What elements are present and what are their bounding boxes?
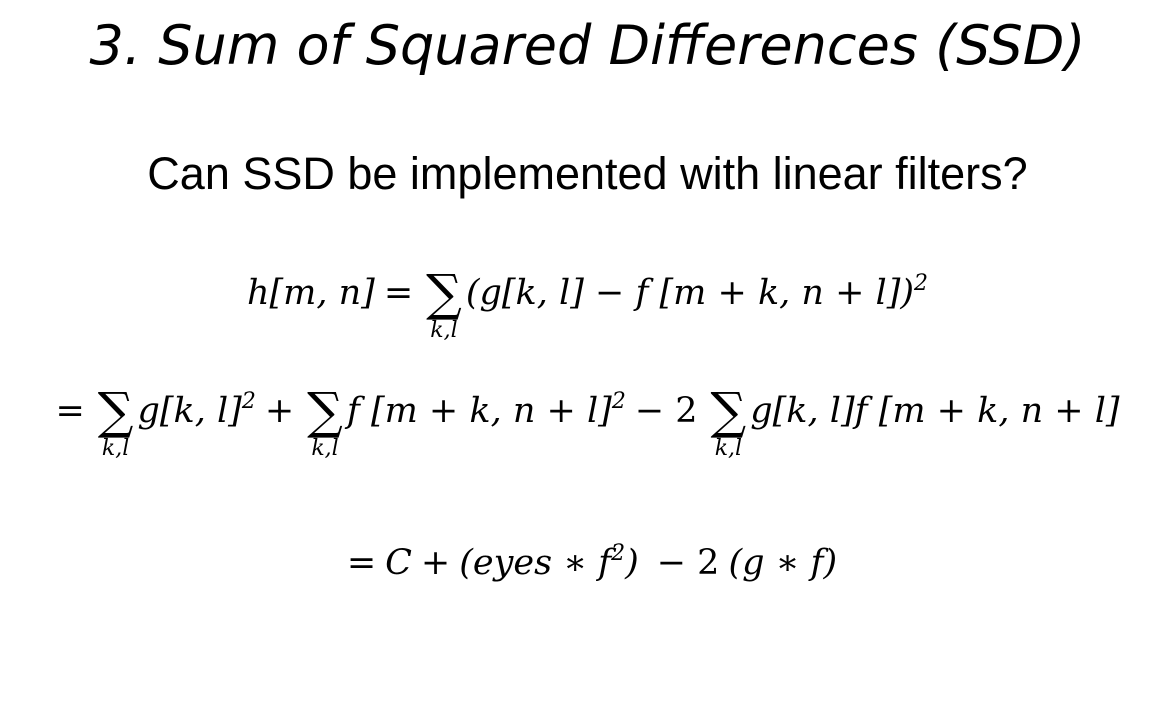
- difference-term: (g[k, l] − f [m + k, n + l]): [465, 273, 915, 313]
- constant-c: C: [385, 543, 412, 583]
- plus-sign: +: [264, 391, 295, 431]
- sigma-symbol: ∑: [97, 382, 134, 440]
- summation-index: k,l: [101, 436, 130, 461]
- slide-question: Can SSD be implemented with linear filters?: [147, 148, 1028, 199]
- image-term: f [m + k, n + l]: [346, 391, 612, 431]
- exponent: 2: [241, 389, 256, 414]
- plus-sign: +: [420, 543, 451, 583]
- cross-correlation-term: g[k, l]f [m + k, n + l]: [750, 391, 1120, 431]
- exponent: 2: [611, 389, 626, 414]
- equation-line-2: [0, 382, 1175, 462]
- equals-sign: =: [55, 391, 85, 431]
- summation: [97, 382, 134, 462]
- sigma-symbol: ∑: [710, 382, 747, 440]
- template-term: g[k, l]: [137, 391, 242, 431]
- exponent: 2: [611, 541, 626, 566]
- image-squared-term: [347, 388, 626, 434]
- eyes-filter-term: [459, 540, 638, 586]
- eyes-convolution: (eyes ∗ f: [459, 543, 612, 583]
- sigma-symbol: ∑: [426, 264, 462, 322]
- summation: [710, 382, 747, 462]
- minus-two: − 2: [656, 543, 720, 583]
- squared-difference-term: [466, 270, 928, 316]
- close-paren: ): [625, 543, 639, 583]
- sigma-symbol: ∑: [307, 382, 343, 440]
- equals-sign: =: [346, 543, 377, 583]
- convolution-term: (g ∗ f): [728, 543, 838, 583]
- slide-title: 3. Sum of Squared Differences (SSD): [89, 14, 1086, 77]
- equation-lhs: h[m, n]: [246, 273, 375, 313]
- summation: [307, 382, 343, 462]
- equation-line-1: [0, 264, 1175, 344]
- equals-sign: =: [383, 273, 414, 313]
- summation: [426, 264, 462, 344]
- exponent: 2: [914, 271, 929, 296]
- template-squared-term: [137, 388, 255, 434]
- summation-index: k,l: [311, 436, 339, 461]
- summation-index: k,l: [714, 436, 743, 461]
- summation-index: k,l: [430, 318, 458, 343]
- minus-two: − 2: [634, 391, 698, 431]
- equation-line-3: [0, 540, 1175, 586]
